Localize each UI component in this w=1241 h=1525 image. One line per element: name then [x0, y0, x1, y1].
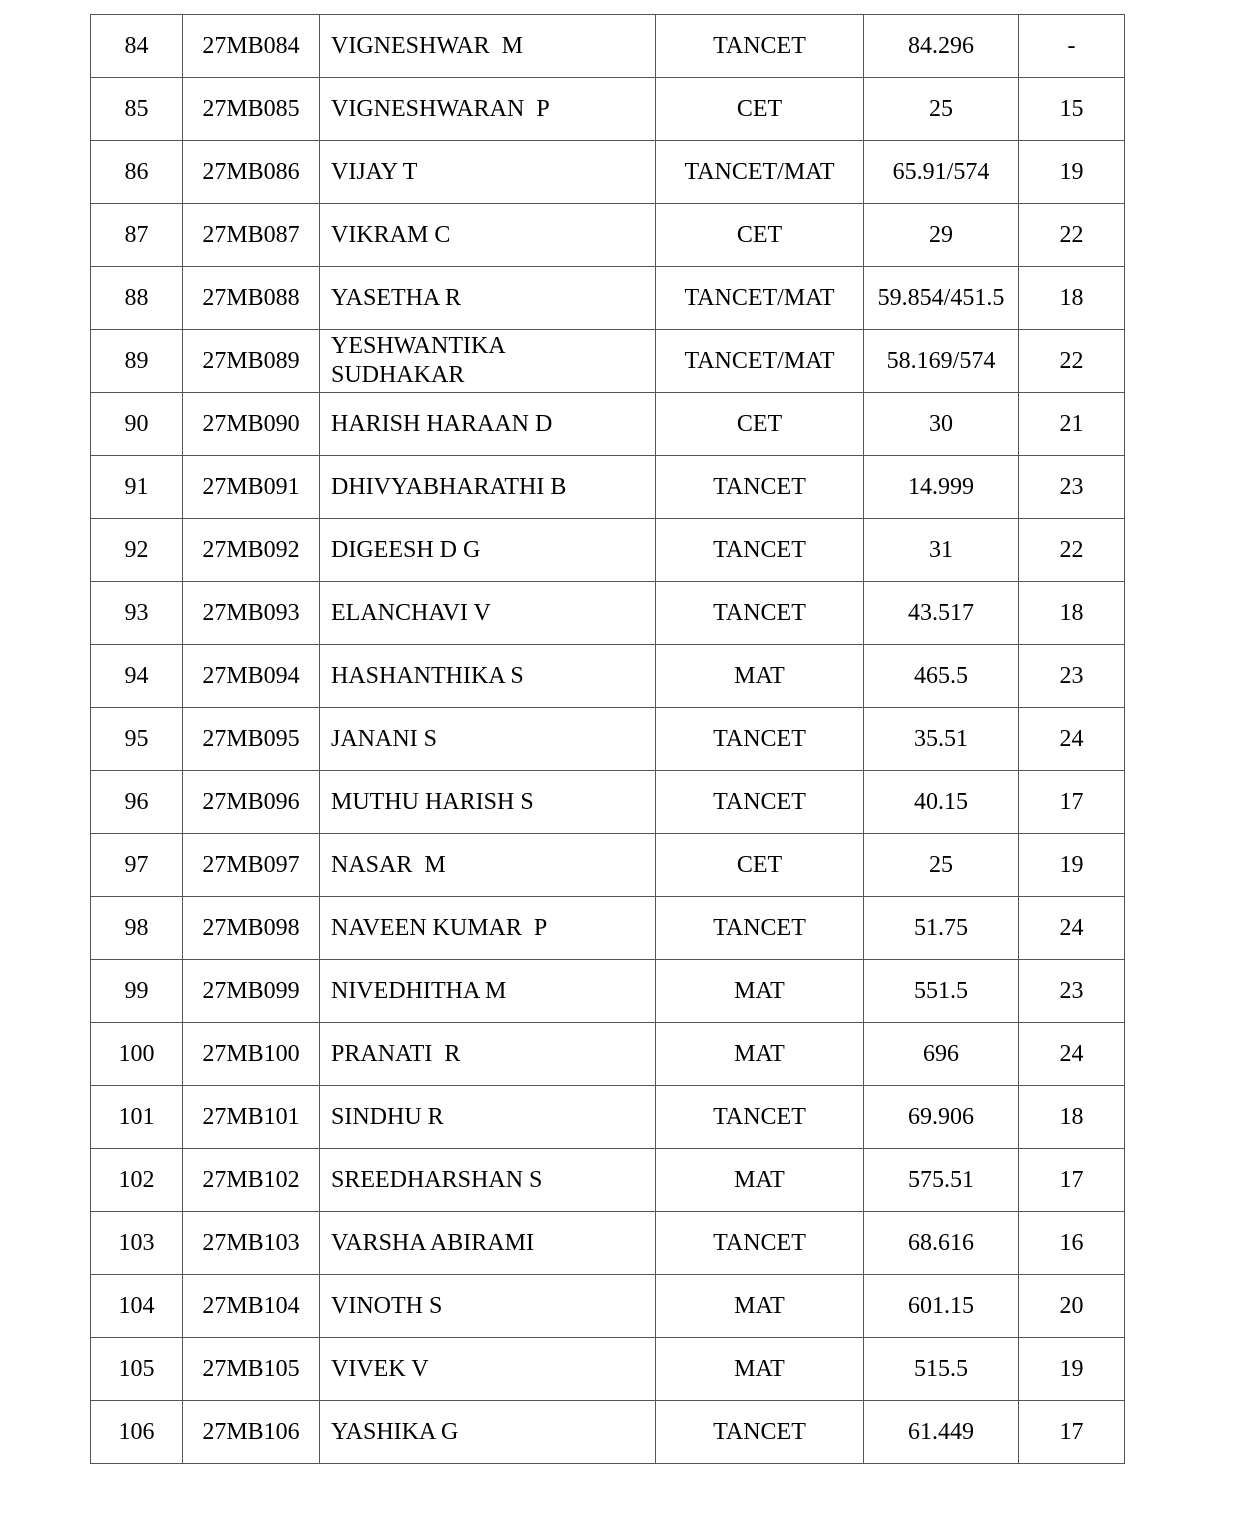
- student-name-cell: HASHANTHIKA S: [320, 645, 656, 708]
- marks-cell: 18: [1019, 1086, 1125, 1149]
- marks-cell: 22: [1019, 519, 1125, 582]
- serial-number-cell: 94: [91, 645, 183, 708]
- table-row: [91, 78, 1125, 141]
- marks-cell: 18: [1019, 582, 1125, 645]
- serial-number-cell: 85: [91, 78, 183, 141]
- entrance-score-cell: 515.5: [864, 1338, 1019, 1401]
- register-number-cell: 27MB098: [183, 897, 320, 960]
- entrance-score-cell: 35.51: [864, 708, 1019, 771]
- student-name-cell: YASETHA R: [320, 267, 656, 330]
- table-row: [91, 393, 1125, 456]
- table-row: [91, 1212, 1125, 1275]
- serial-number-cell: 97: [91, 834, 183, 897]
- entrance-exam-cell: MAT: [656, 1149, 864, 1212]
- register-number-cell: 27MB093: [183, 582, 320, 645]
- entrance-exam-cell: TANCET/MAT: [656, 267, 864, 330]
- serial-number-cell: 99: [91, 960, 183, 1023]
- table-row: [91, 1275, 1125, 1338]
- entrance-exam-cell: TANCET: [656, 897, 864, 960]
- marks-cell: 22: [1019, 204, 1125, 267]
- marks-cell: 23: [1019, 645, 1125, 708]
- table-row: [91, 582, 1125, 645]
- entrance-exam-cell: TANCET: [656, 15, 864, 78]
- table-row: [91, 15, 1125, 78]
- student-name-cell: DIGEESH D G: [320, 519, 656, 582]
- student-name-cell: PRANATI R: [320, 1023, 656, 1086]
- entrance-exam-cell: CET: [656, 393, 864, 456]
- entrance-score-cell: 51.75: [864, 897, 1019, 960]
- marks-cell: 24: [1019, 708, 1125, 771]
- entrance-score-cell: 30: [864, 393, 1019, 456]
- entrance-exam-cell: TANCET: [656, 1086, 864, 1149]
- serial-number-cell: 95: [91, 708, 183, 771]
- marks-cell: 17: [1019, 1149, 1125, 1212]
- marks-cell: 19: [1019, 141, 1125, 204]
- serial-number-cell: 84: [91, 15, 183, 78]
- register-number-cell: 27MB096: [183, 771, 320, 834]
- marks-cell: 23: [1019, 456, 1125, 519]
- student-table-container: [90, 14, 1125, 1464]
- serial-number-cell: 106: [91, 1401, 183, 1464]
- entrance-exam-cell: TANCET/MAT: [656, 330, 864, 393]
- student-name-cell: NASAR M: [320, 834, 656, 897]
- entrance-score-cell: 59.854/451.5: [864, 267, 1019, 330]
- serial-number-cell: 101: [91, 1086, 183, 1149]
- register-number-cell: 27MB092: [183, 519, 320, 582]
- student-name-cell: VIGNESHWAR M: [320, 15, 656, 78]
- table-row: [91, 960, 1125, 1023]
- table-row: [91, 1338, 1125, 1401]
- table-row: [91, 708, 1125, 771]
- serial-number-cell: 90: [91, 393, 183, 456]
- student-name-cell: JANANI S: [320, 708, 656, 771]
- register-number-cell: 27MB091: [183, 456, 320, 519]
- entrance-score-cell: 601.15: [864, 1275, 1019, 1338]
- register-number-cell: 27MB101: [183, 1086, 320, 1149]
- student-name-cell: VARSHA ABIRAMI: [320, 1212, 656, 1275]
- student-name-cell: ELANCHAVI V: [320, 582, 656, 645]
- register-number-cell: 27MB088: [183, 267, 320, 330]
- entrance-exam-cell: TANCET: [656, 582, 864, 645]
- serial-number-cell: 92: [91, 519, 183, 582]
- register-number-cell: 27MB094: [183, 645, 320, 708]
- table-row: [91, 897, 1125, 960]
- entrance-exam-cell: CET: [656, 78, 864, 141]
- marks-cell: 19: [1019, 1338, 1125, 1401]
- entrance-score-cell: 58.169/574: [864, 330, 1019, 393]
- entrance-score-cell: 43.517: [864, 582, 1019, 645]
- marks-cell: 19: [1019, 834, 1125, 897]
- register-number-cell: 27MB086: [183, 141, 320, 204]
- entrance-score-cell: 29: [864, 204, 1019, 267]
- serial-number-cell: 102: [91, 1149, 183, 1212]
- register-number-cell: 27MB100: [183, 1023, 320, 1086]
- entrance-exam-cell: CET: [656, 204, 864, 267]
- entrance-score-cell: 14.999: [864, 456, 1019, 519]
- entrance-exam-cell: MAT: [656, 1023, 864, 1086]
- table-row: [91, 1401, 1125, 1464]
- serial-number-cell: 104: [91, 1275, 183, 1338]
- entrance-score-cell: 25: [864, 78, 1019, 141]
- entrance-score-cell: 551.5: [864, 960, 1019, 1023]
- entrance-exam-cell: MAT: [656, 1338, 864, 1401]
- register-number-cell: 27MB089: [183, 330, 320, 393]
- marks-cell: 15: [1019, 78, 1125, 141]
- entrance-score-cell: 575.51: [864, 1149, 1019, 1212]
- entrance-score-cell: 69.906: [864, 1086, 1019, 1149]
- marks-cell: 21: [1019, 393, 1125, 456]
- table-body: [91, 15, 1125, 1464]
- student-name-cell: NAVEEN KUMAR P: [320, 897, 656, 960]
- table-row: [91, 519, 1125, 582]
- entrance-score-cell: 84.296: [864, 15, 1019, 78]
- student-name-cell: SREEDHARSHAN S: [320, 1149, 656, 1212]
- entrance-exam-cell: TANCET: [656, 1401, 864, 1464]
- entrance-exam-cell: MAT: [656, 1275, 864, 1338]
- student-name-cell: YESHWANTIKA SUDHAKAR: [320, 330, 656, 393]
- register-number-cell: 27MB084: [183, 15, 320, 78]
- student-name-cell: SINDHU R: [320, 1086, 656, 1149]
- marks-cell: 22: [1019, 330, 1125, 393]
- student-list-table: [90, 14, 1125, 1464]
- table-row: [91, 771, 1125, 834]
- entrance-score-cell: 61.449: [864, 1401, 1019, 1464]
- register-number-cell: 27MB095: [183, 708, 320, 771]
- marks-cell: 18: [1019, 267, 1125, 330]
- student-name-cell: YASHIKA G: [320, 1401, 656, 1464]
- serial-number-cell: 96: [91, 771, 183, 834]
- serial-number-cell: 103: [91, 1212, 183, 1275]
- entrance-exam-cell: TANCET: [656, 456, 864, 519]
- entrance-exam-cell: TANCET: [656, 519, 864, 582]
- table-row: [91, 141, 1125, 204]
- register-number-cell: 27MB090: [183, 393, 320, 456]
- table-row: [91, 204, 1125, 267]
- serial-number-cell: 88: [91, 267, 183, 330]
- register-number-cell: 27MB106: [183, 1401, 320, 1464]
- register-number-cell: 27MB097: [183, 834, 320, 897]
- marks-cell: 20: [1019, 1275, 1125, 1338]
- student-name-cell: MUTHU HARISH S: [320, 771, 656, 834]
- table-row: [91, 834, 1125, 897]
- register-number-cell: 27MB103: [183, 1212, 320, 1275]
- entrance-score-cell: 696: [864, 1023, 1019, 1086]
- marks-cell: 23: [1019, 960, 1125, 1023]
- serial-number-cell: 98: [91, 897, 183, 960]
- register-number-cell: 27MB102: [183, 1149, 320, 1212]
- entrance-score-cell: 68.616: [864, 1212, 1019, 1275]
- table-row: [91, 267, 1125, 330]
- table-row: [91, 1149, 1125, 1212]
- entrance-exam-cell: CET: [656, 834, 864, 897]
- register-number-cell: 27MB105: [183, 1338, 320, 1401]
- entrance-score-cell: 465.5: [864, 645, 1019, 708]
- student-name-cell: VIVEK V: [320, 1338, 656, 1401]
- entrance-exam-cell: TANCET: [656, 708, 864, 771]
- serial-number-cell: 93: [91, 582, 183, 645]
- serial-number-cell: 105: [91, 1338, 183, 1401]
- student-name-cell: VIJAY T: [320, 141, 656, 204]
- register-number-cell: 27MB085: [183, 78, 320, 141]
- table-row: [91, 645, 1125, 708]
- student-name-cell: VIGNESHWARAN P: [320, 78, 656, 141]
- register-number-cell: 27MB104: [183, 1275, 320, 1338]
- entrance-score-cell: 40.15: [864, 771, 1019, 834]
- entrance-score-cell: 31: [864, 519, 1019, 582]
- serial-number-cell: 86: [91, 141, 183, 204]
- marks-cell: 17: [1019, 1401, 1125, 1464]
- entrance-score-cell: 25: [864, 834, 1019, 897]
- entrance-score-cell: 65.91/574: [864, 141, 1019, 204]
- marks-cell: -: [1019, 15, 1125, 78]
- table-row: [91, 330, 1125, 393]
- serial-number-cell: 87: [91, 204, 183, 267]
- serial-number-cell: 91: [91, 456, 183, 519]
- register-number-cell: 27MB087: [183, 204, 320, 267]
- serial-number-cell: 100: [91, 1023, 183, 1086]
- marks-cell: 16: [1019, 1212, 1125, 1275]
- marks-cell: 24: [1019, 1023, 1125, 1086]
- register-number-cell: 27MB099: [183, 960, 320, 1023]
- student-name-cell: NIVEDHITHA M: [320, 960, 656, 1023]
- entrance-exam-cell: MAT: [656, 645, 864, 708]
- student-name-cell: DHIVYABHARATHI B: [320, 456, 656, 519]
- marks-cell: 24: [1019, 897, 1125, 960]
- entrance-exam-cell: TANCET/MAT: [656, 141, 864, 204]
- serial-number-cell: 89: [91, 330, 183, 393]
- student-name-cell: HARISH HARAAN D: [320, 393, 656, 456]
- marks-cell: 17: [1019, 771, 1125, 834]
- entrance-exam-cell: TANCET: [656, 1212, 864, 1275]
- table-row: [91, 456, 1125, 519]
- student-name-cell: VINOTH S: [320, 1275, 656, 1338]
- student-name-cell: VIKRAM C: [320, 204, 656, 267]
- entrance-exam-cell: TANCET: [656, 771, 864, 834]
- entrance-exam-cell: MAT: [656, 960, 864, 1023]
- table-row: [91, 1086, 1125, 1149]
- table-row: [91, 1023, 1125, 1086]
